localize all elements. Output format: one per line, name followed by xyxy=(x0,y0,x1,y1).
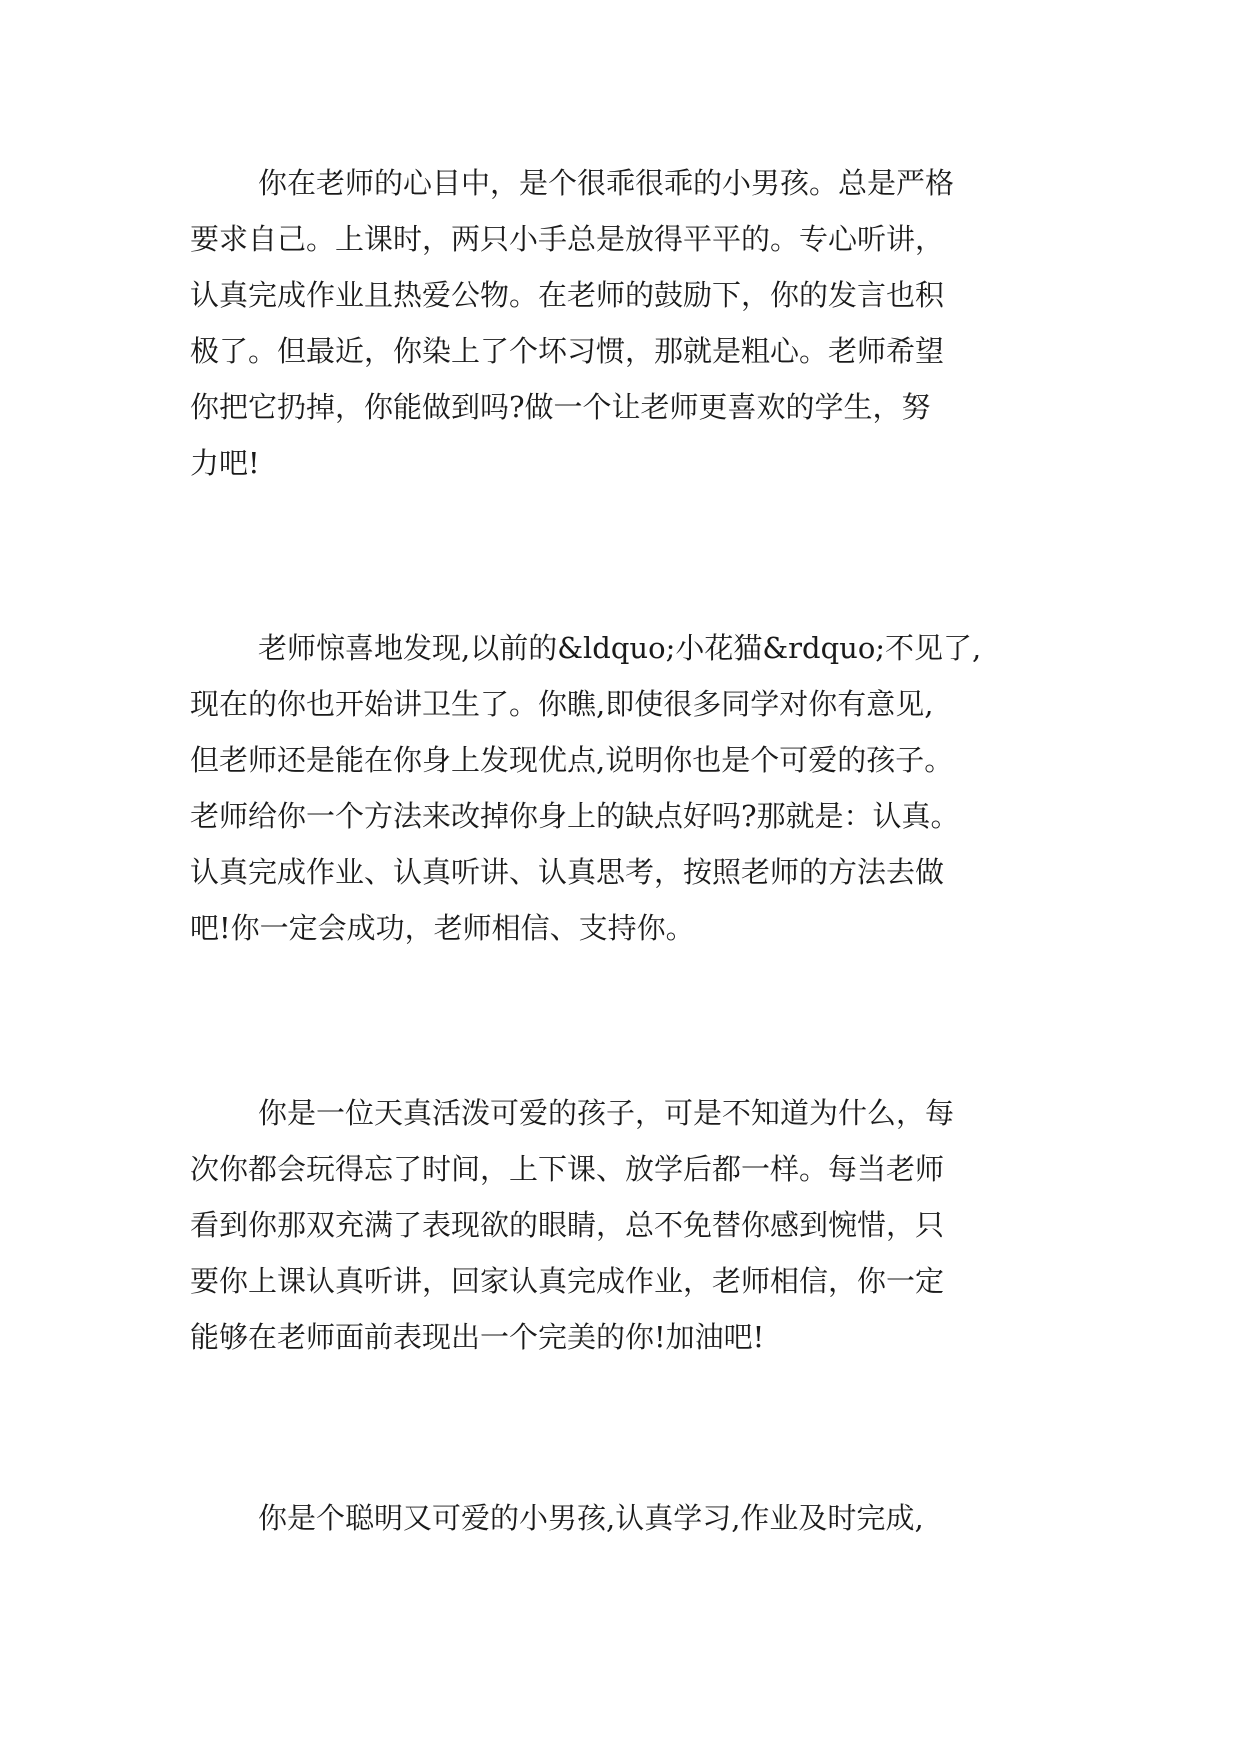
text-line: 老师惊喜地发现,以前的&ldquo;小花猫&rdquo;不见了, xyxy=(258,631,982,665)
text-line: 能够在老师面前表现出一个完美的你!加油吧! xyxy=(190,1320,765,1354)
text-line: 认真完成作业且热爱公物。在老师的鼓励下，你的发言也积 xyxy=(190,278,945,312)
text-line: 认真完成作业、认真听讲、认真思考，按照老师的方法去做 xyxy=(190,855,945,889)
paragraph-3 xyxy=(190,1085,1070,1365)
text-line: 你在老师的心目中，是个很乖很乖的小男孩。总是严格 xyxy=(258,166,955,200)
text-line: 极了。但最近，你染上了个坏习惯，那就是粗心。老师希望 xyxy=(190,334,945,368)
text-line: 要求自己。上课时，两只小手总是放得平平的。专心听讲， xyxy=(190,222,945,256)
text-line: 你是一位天真活泼可爱的孩子，可是不知道为什么，每 xyxy=(258,1096,955,1130)
text-line: 老师给你一个方法来改掉你身上的缺点好吗?那就是：认真。 xyxy=(190,799,960,833)
paragraph-4 xyxy=(190,1490,1070,1546)
text-line: 但老师还是能在你身上发现优点,说明你也是个可爱的孩子。 xyxy=(190,743,954,777)
text-line: 看到你那双充满了表现欲的眼睛，总不免替你感到惋惜，只 xyxy=(190,1208,945,1242)
text-line: 要你上课认真听讲，回家认真完成作业，老师相信，你一定 xyxy=(190,1264,945,1298)
text-line: 你把它扔掉，你能做到吗?做一个让老师更喜欢的学生，努 xyxy=(190,390,931,424)
text-line: 现在的你也开始讲卫生了。你瞧,即使很多同学对你有意见, xyxy=(190,687,934,721)
paragraph-1 xyxy=(190,155,1070,491)
text-line: 次你都会玩得忘了时间，上下课、放学后都一样。每当老师 xyxy=(190,1152,945,1186)
paragraph-2 xyxy=(190,620,1070,956)
text-line: 你是个聪明又可爱的小男孩,认真学习,作业及时完成, xyxy=(258,1501,924,1535)
text-line: 吧!你一定会成功，老师相信、支持你。 xyxy=(190,911,695,945)
text-line: 力吧! xyxy=(190,446,260,480)
